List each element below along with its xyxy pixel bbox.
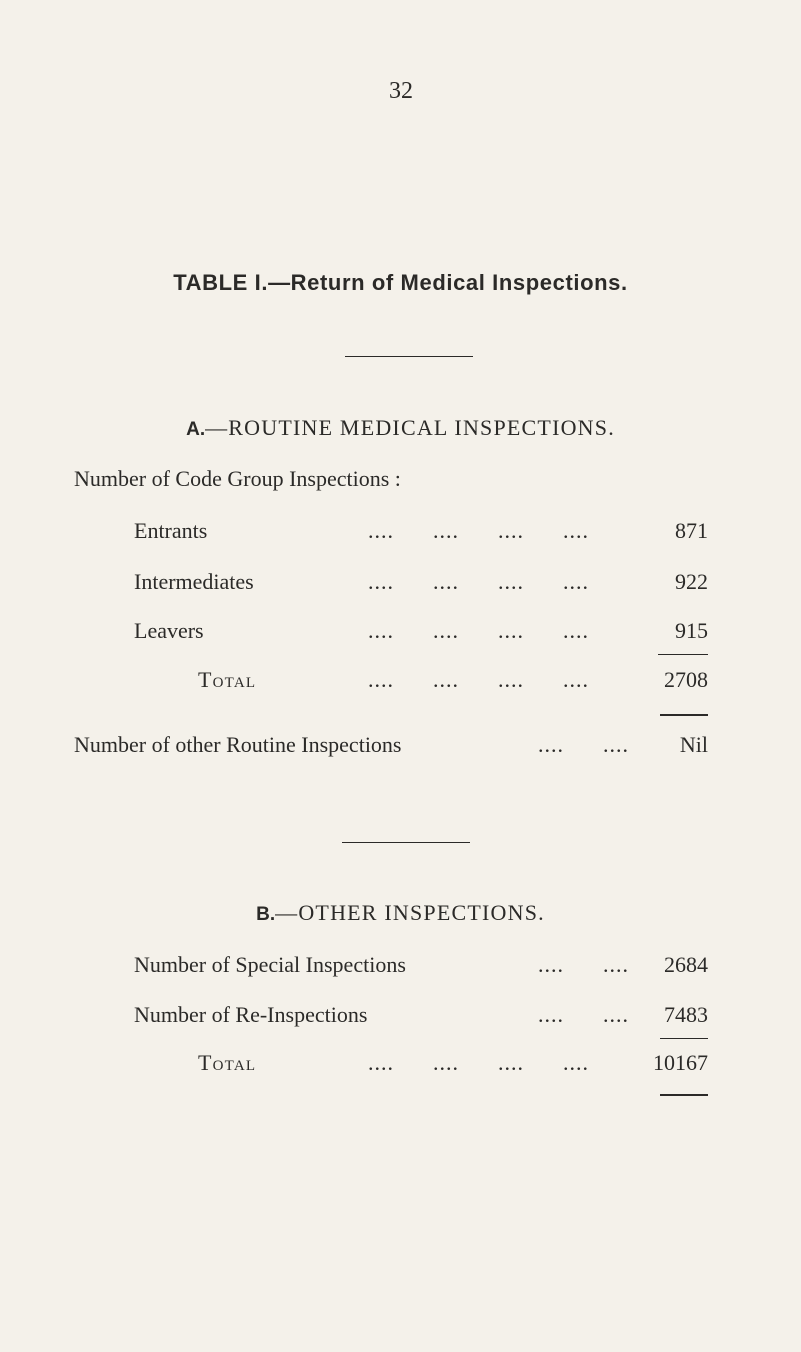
section-a-heading — [0, 415, 801, 441]
total-rule-bottom-b — [660, 1094, 708, 1096]
total-rule-top — [658, 654, 708, 655]
dot-leader: .... .... — [538, 952, 629, 977]
re-inspections-label: Number of Re-Inspections — [134, 1002, 368, 1027]
row-label-leavers: Leavers — [134, 618, 204, 643]
section-b-letter: B. — [256, 904, 276, 925]
section-b-title: —OTHER INSPECTIONS. — [275, 900, 545, 925]
row-value-leavers: 915 — [675, 618, 708, 643]
dot-leader: .... .... .... .... — [368, 1050, 589, 1075]
special-inspections-label: Number of Special Inspections — [134, 952, 406, 977]
row-label-entrants: Entrants — [134, 518, 208, 543]
table-title: TABLE I.—Return of Medical Inspections. — [173, 270, 628, 295]
dot-leader: .... .... .... .... — [368, 569, 589, 594]
row-value-entrants: 871 — [675, 518, 708, 543]
section-a-letter: A. — [186, 419, 206, 440]
total-value-a: 2708 — [664, 667, 708, 692]
page-number: 32 — [389, 78, 413, 104]
section-divider — [342, 842, 470, 843]
code-group-intro: Number of Code Group Inspections : — [74, 466, 401, 491]
section-b-heading — [0, 900, 801, 926]
dot-leader: .... .... .... .... — [368, 618, 589, 643]
total-rule-bottom — [660, 714, 708, 716]
section-a-title: —ROUTINE MEDICAL INSPECTIONS. — [205, 415, 615, 440]
re-inspections-value: 7483 — [664, 1002, 708, 1027]
total-label-a: Total — [198, 667, 257, 692]
row-value-intermediates: 922 — [675, 569, 708, 594]
other-routine-value: Nil — [679, 732, 708, 757]
total-label-b: Total — [198, 1050, 257, 1075]
dot-leader: .... .... .... .... — [368, 667, 589, 692]
total-rule-top-b — [660, 1038, 708, 1039]
title-divider — [345, 356, 473, 357]
dot-leader: .... .... .... .... — [368, 518, 589, 543]
other-routine-label: Number of other Routine Inspections — [74, 732, 402, 757]
dot-leader: .... .... — [538, 1002, 629, 1027]
row-label-intermediates: Intermediates — [134, 569, 254, 594]
special-inspections-value: 2684 — [664, 952, 708, 977]
total-value-b: 10167 — [653, 1050, 708, 1075]
dot-leader: .... .... — [538, 732, 629, 757]
